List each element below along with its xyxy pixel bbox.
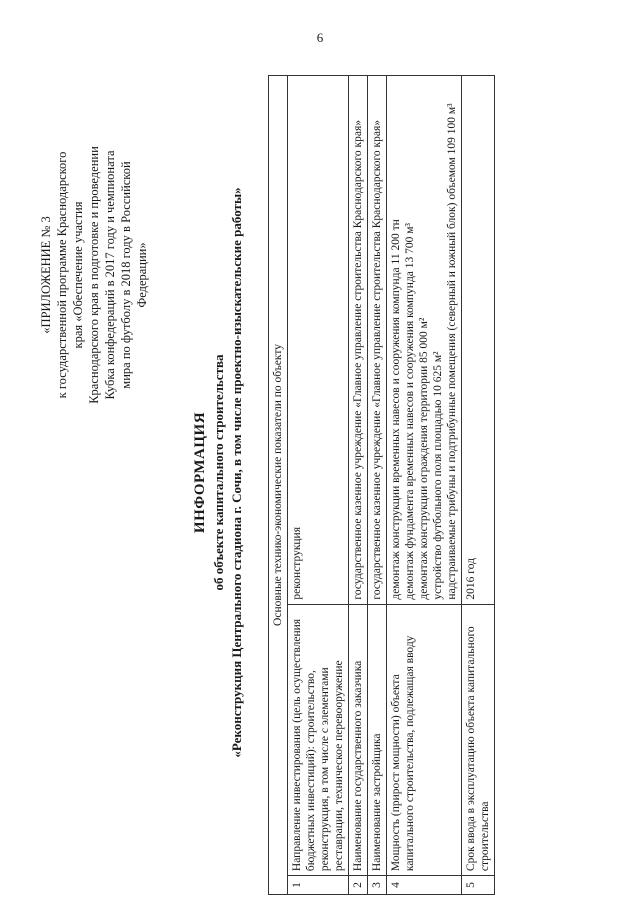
row-value: государственное казенное учреждение «Главное управление строительства Краснодарского края»: [368, 76, 387, 605]
row-parameter: Направление инвестирования (цель осуществления бюджетных инвестиций): строительство, реконструкция, в том числе с элементами реставрации, техническое перевооружение: [288, 604, 349, 876]
table-header: Основные технико-экономические показатели по объекту: [269, 76, 288, 895]
appendix-line: «ПРИЛОЖЕНИЕ № 3: [39, 216, 53, 334]
value-line: демонтаж конструкции ограждения территории 85 000 м²: [418, 317, 430, 600]
table-row: [368, 76, 387, 895]
table-row: [288, 76, 349, 895]
page-number: 6: [316, 30, 324, 45]
value-line: демонтаж фундамента временных навесов и сооружения компунда 13 700 м³: [404, 223, 416, 600]
info-table: [268, 75, 495, 895]
value-line: устройство футбольного поля площадью 10 625 м²: [432, 351, 444, 600]
row-value: государственное казенное учреждение «Главное управление строительства Краснодарского края»: [349, 76, 368, 605]
row-value: [288, 76, 349, 605]
row-number: 2: [349, 876, 368, 895]
appendix-line: к государственной программе Краснодарского: [55, 151, 69, 399]
document-title: ИНФОРМАЦИЯ: [192, 411, 208, 534]
value-line: демонтаж конструкции временных навесов и сооружения компунда 11 200 тн: [390, 219, 402, 600]
document-subtitle: об объекте капитального строительства: [211, 354, 226, 591]
appendix-line: края «Обеспечение участия: [71, 201, 85, 349]
table-row: [462, 76, 495, 895]
row-parameter: Срок ввода в эксплуатацию объекта капитального строительства: [462, 604, 495, 876]
appendix-line: Кубка конфедераций в 2017 году и чемпионата: [103, 150, 117, 400]
row-parameter: Наименование государственного заказчика: [349, 604, 368, 876]
table-header-row: [269, 76, 288, 895]
row-value: 2016 год: [462, 76, 495, 605]
row-number: 1: [288, 876, 349, 895]
document-heading: [190, 50, 246, 895]
row-value: [387, 76, 462, 605]
row-number: 3: [368, 876, 387, 895]
value-line: надстраиваемые трибуны и подтрибунные помещения (северный и южный блок) объемом 109 100 м³: [446, 103, 458, 600]
appendix-line: мира по футболу в 2018 году в Российской: [119, 161, 133, 389]
appendix-line: Краснодарского края в подготовке и проведении: [87, 146, 101, 404]
table-row: [387, 76, 462, 895]
row-parameter: Наименование застройщика: [368, 604, 387, 876]
object-name: «Реконструкция Центрального стадиона г. Сочи, в том числе проектно-изыскательские работы»: [229, 187, 244, 758]
appendix-block: [38, 75, 150, 475]
table-row: [349, 76, 368, 895]
value-line: реконструкция: [291, 526, 303, 600]
row-number: 4: [387, 876, 462, 895]
appendix-line: Федерации»: [135, 242, 149, 308]
rotated-landscape-sheet: [22, 50, 622, 895]
row-parameter: Мощность (прирост мощности) объекта капитального строительства, подлежащая вводу: [387, 604, 462, 876]
row-number: 5: [462, 876, 495, 895]
